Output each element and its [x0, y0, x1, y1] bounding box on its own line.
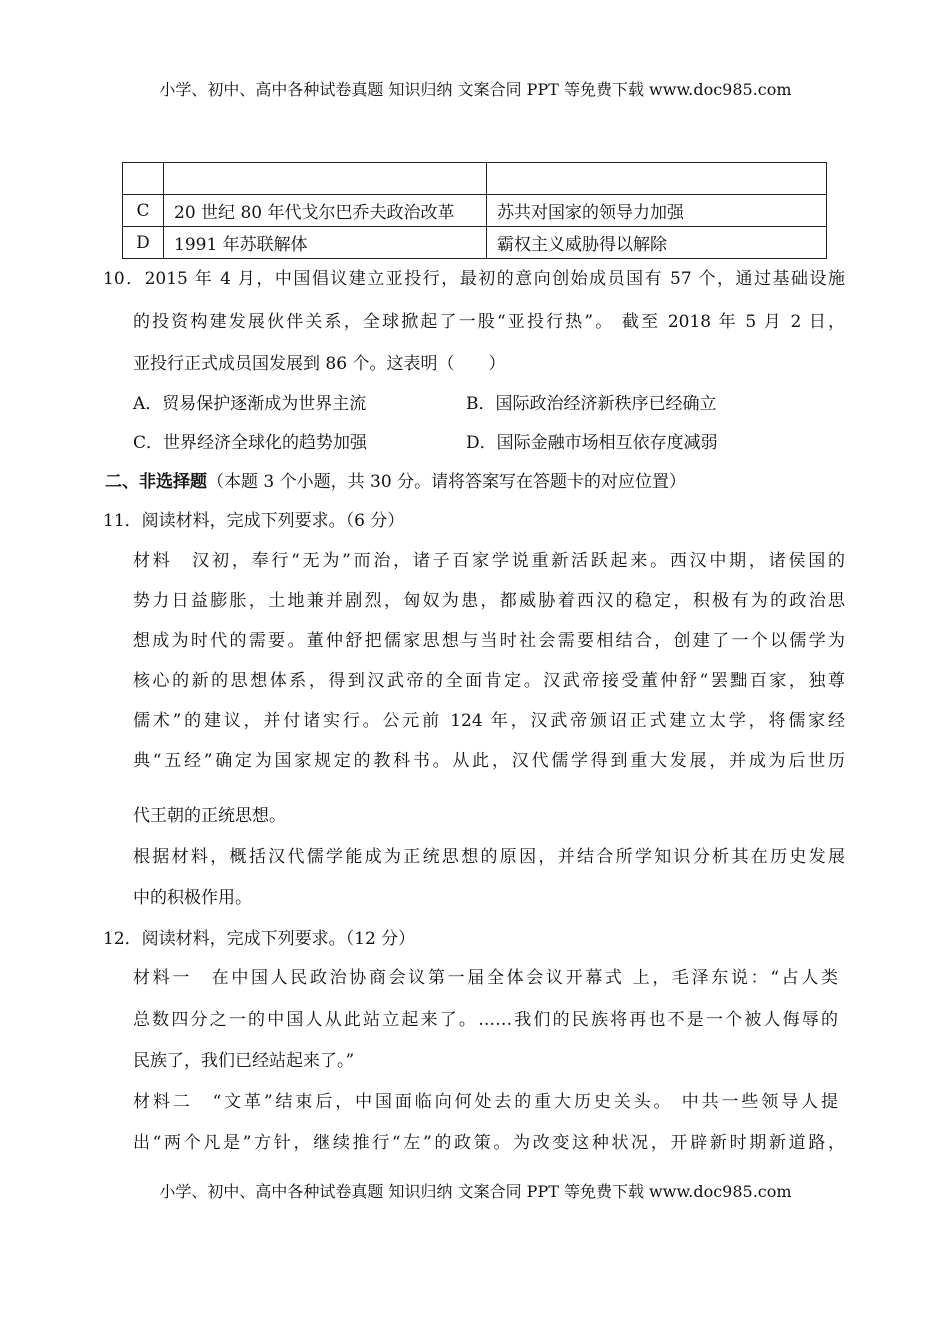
table-cell — [487, 163, 827, 195]
q11-material-line: 代王朝的正统思想。 — [133, 806, 286, 826]
q12-material-line: 出“两个凡是”方针，继续推行“左”的政策。为改变这种状况，开辟新时期新道路， — [133, 1133, 845, 1153]
table-cell — [164, 163, 487, 195]
q10-line: 亚投行正式成员国发展到 86 个。这表明（ ） — [133, 354, 506, 374]
answer-table — [122, 162, 827, 259]
q11-material-line: 核心的新的思想体系，得到汉武帝的全面肯定。汉武帝接受董仲舒“罢黜百家，独尊 — [133, 671, 845, 691]
table-cell: 1991 年苏联解体 — [164, 227, 487, 259]
table-cell: 霸权主义威胁得以解除 — [487, 227, 827, 259]
q12-title: 12．阅读材料，完成下列要求。（12 分） — [103, 929, 416, 949]
q11-question-line: 中的积极作用。 — [133, 888, 252, 908]
table-cell: C — [123, 195, 164, 227]
table-cell: 苏共对国家的领导力加强 — [487, 195, 827, 227]
table-cell — [123, 163, 164, 195]
q10-line: 的投资构建发展伙伴关系，全球掀起了一股“亚投行热”。 截至 2018 年 5 月 2 日， — [133, 312, 845, 332]
q11-material-line: 势力日益膨胀，土地兼并剧烈，匈奴为患，都威胁着西汉的稳定，积极有为的政治思 — [133, 591, 845, 611]
q10-option-a: A．贸易保护逐渐成为世界主流 — [133, 394, 367, 414]
q10-line: 10．2015 年 4 月，中国倡议建立亚投行，最初的意向创始成员国有 57 个，通过基础设施 — [103, 269, 845, 289]
table-row — [123, 163, 827, 195]
page-footer: 小学、初中、高中各种试卷真题 知识归纳 文案合同 PPT 等免费下载 www.doc985.com — [159, 1182, 792, 1201]
section-heading — [105, 471, 686, 493]
section-title: 二、非选择题 — [105, 472, 207, 492]
q12-material-line: 民族了，我们已经站起来了。” — [133, 1051, 355, 1071]
q10-option-b: B．国际政治经济新秩序已经确立 — [466, 394, 717, 414]
table-cell: 20 世纪 80 年代戈尔巴乔夫政治改革 — [164, 195, 487, 227]
q11-question-line: 根据材料，概括汉代儒学能成为正统思想的原因，并结合所学知识分析其在历史发展 — [133, 847, 845, 867]
table-row — [123, 195, 827, 227]
q12-material-line: 材料一 在中国人民政治协商会议第一届全体会议开幕式 上，毛泽东说：“占人类 — [133, 968, 838, 988]
q11-title: 11．阅读材料，完成下列要求。（6 分） — [103, 511, 405, 531]
table-row — [123, 227, 827, 259]
q10-option-c: C．世界经济全球化的趋势加强 — [133, 433, 368, 453]
q12-material-line: 总数四分之一的中国人从此站立起来了。……我们的民族将再也不是一个被人侮辱的 — [133, 1010, 838, 1030]
q11-material-line: 材料 汉初，奉行“无为”而治，诸子百家学说重新活跃起来。西汉中期，诸侯国的 — [133, 551, 845, 571]
q11-material-line: 儒术”的建议，并付诸实行。公元前 124 年，汉武帝颁诏正式建立太学，将儒家经 — [133, 711, 845, 731]
q12-material-line: 材料二 “文革”结束后，中国面临向何处去的重大历史关头。 中共一些领导人提 — [133, 1092, 838, 1112]
q11-material-line: 想成为时代的需要。董仲舒把儒家思想与当时社会需要相结合，创建了一个以儒学为 — [133, 631, 845, 651]
q11-material-line: 典“五经”确定为国家规定的教科书。从此，汉代儒学得到重大发展，并成为后世历 — [133, 751, 845, 771]
section-note: （本题 3 个小题，共 30 分。请将答案写在答题卡的对应位置） — [207, 472, 687, 492]
page-header: 小学、初中、高中各种试卷真题 知识归纳 文案合同 PPT 等免费下载 www.doc985.com — [159, 80, 792, 99]
q10-option-d: D．国际金融市场相互依存度减弱 — [466, 433, 718, 453]
table-cell: D — [123, 227, 164, 259]
